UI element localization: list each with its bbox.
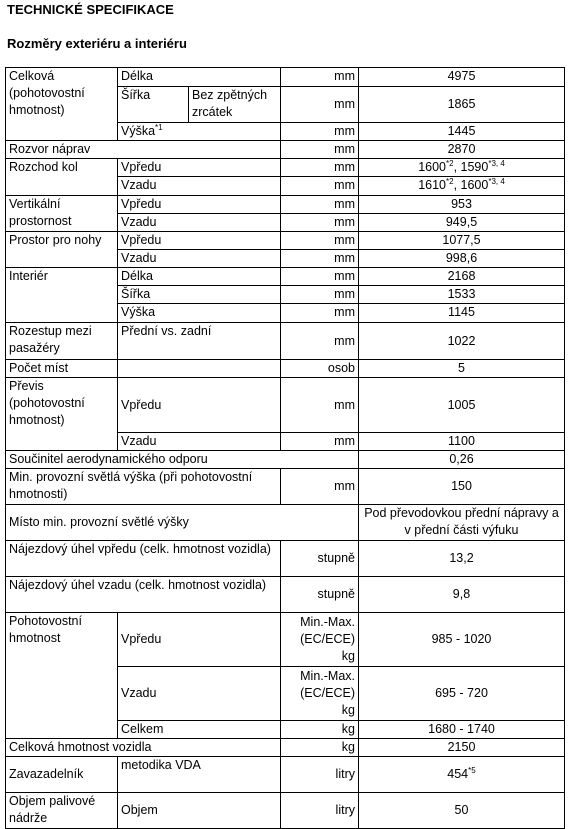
table-row [6, 68, 565, 87]
table-row [6, 451, 565, 469]
row-unit: mm [281, 68, 359, 87]
row-unit: osob [281, 360, 359, 378]
row-sublabel: Vzadu [118, 433, 281, 451]
row-value: 1865 [359, 87, 565, 123]
row-sublabel: Délka [118, 68, 281, 87]
row-label: Objem palivové nádrže [6, 793, 118, 829]
row-sublabel: Výška [118, 304, 281, 323]
row-sublabel: Objem [118, 793, 281, 829]
row-sublabel: Celkem [118, 721, 281, 739]
row-label: Místo min. provozní světlé výšky [6, 505, 359, 541]
row-unit: kg [281, 739, 359, 757]
row-unit: mm [281, 232, 359, 250]
table-row [6, 613, 565, 667]
row-value: 1005 [359, 378, 565, 433]
row-value: 1600$^{*2}$, 1590$^{*3, 4}$ [359, 159, 565, 177]
row-value: 1533 [359, 286, 565, 304]
row-value: 9,8 [359, 577, 565, 613]
row-value: 454$^{*5}$ [359, 757, 565, 793]
row-value: 1680 - 1740 [359, 721, 565, 739]
document-title: TECHNICKÉ SPECIFIKACE [7, 2, 174, 17]
row-unit: mm [281, 433, 359, 451]
table-row [6, 268, 565, 286]
row-label: Pohotovostní hmotnost [6, 613, 118, 739]
row-sublabel: Přední vs. zadní [118, 323, 281, 360]
row-value: 1022 [359, 323, 565, 360]
row-unit: mm [281, 469, 359, 505]
row-label: Součinitel aerodynamického odporu [6, 451, 359, 469]
table-row [6, 793, 565, 829]
row-sublabel [118, 360, 281, 378]
row-unit: mm [281, 250, 359, 268]
row-sublabel: Šířka [118, 87, 189, 123]
footnote-ref: *1 [155, 122, 163, 132]
row-value: 13,2 [359, 541, 565, 577]
row-label: Vertikální prostornost [6, 196, 118, 232]
row-value: 5 [359, 360, 565, 378]
row-sublabel: Vpředu [118, 232, 281, 250]
row-unit: Min.-Max. (EC/ECE) kg [281, 667, 359, 721]
row-unit: stupně [281, 577, 359, 613]
row-value: 2168 [359, 268, 565, 286]
row-value: 2870 [359, 141, 565, 159]
table-row [6, 141, 565, 159]
row-sublabel: Výška$^{*1}$ [118, 123, 281, 141]
table-row [6, 196, 565, 214]
row-unit: mm [281, 304, 359, 323]
row-sublabel: Vpředu [118, 159, 281, 177]
row-unit: stupně [281, 541, 359, 577]
row-unit: mm [281, 177, 359, 196]
section-subtitle: Rozměry exteriéru a interiéru [7, 36, 187, 51]
row-value: 695 - 720 [359, 667, 565, 721]
spec-table [5, 67, 565, 829]
row-value: 1145 [359, 304, 565, 323]
row-unit: kg [281, 721, 359, 739]
row-label: Převis (pohotovostní hmotnost) [6, 378, 118, 451]
row-value: 1445 [359, 123, 565, 141]
row-label: Interiér [6, 268, 118, 323]
table-row [6, 505, 565, 541]
row-value: 4975 [359, 68, 565, 87]
row-label: Rozvor náprav [6, 141, 281, 159]
row-unit: mm [281, 268, 359, 286]
row-unit: mm [281, 87, 359, 123]
table-row [6, 323, 565, 360]
row-note: Bez zpětných zrcátek [189, 87, 281, 123]
row-label: Min. provozní světlá výška (při pohotovostní hmotnosti) [6, 469, 281, 505]
row-value: 998,6 [359, 250, 565, 268]
row-unit: mm [281, 214, 359, 232]
row-value: 2150 [359, 739, 565, 757]
row-sublabel: Délka [118, 268, 281, 286]
table-row [6, 232, 565, 250]
row-unit: mm [281, 141, 359, 159]
row-sublabel: Šířka [118, 286, 281, 304]
row-value: 949,5 [359, 214, 565, 232]
row-sublabel: metodika VDA [118, 757, 281, 793]
row-label: Prostor pro nohy [6, 232, 118, 268]
row-label: Počet míst [6, 360, 118, 378]
row-label: Celková (pohotovostní hmotnost) [6, 68, 118, 141]
row-value: 1100 [359, 433, 565, 451]
row-value: 953 [359, 196, 565, 214]
row-unit: mm [281, 378, 359, 433]
row-unit: litry [281, 793, 359, 829]
row-unit: Min.-Max. (EC/ECE) kg [281, 613, 359, 667]
row-label: Rozestup mezi pasažéry [6, 323, 118, 360]
table-row [6, 757, 565, 793]
table-row [6, 378, 565, 433]
footnote-ref: *5 [468, 765, 476, 775]
table-row [6, 541, 565, 577]
row-label: Zavazadelník [6, 757, 118, 793]
row-sublabel: Vpředu [118, 378, 281, 433]
row-sublabel: Vpředu [118, 613, 281, 667]
row-sublabel: Vzadu [118, 667, 281, 721]
row-value: 0,26 [359, 451, 565, 469]
row-sublabel: Vzadu [118, 214, 281, 232]
row-sublabel: Vzadu [118, 250, 281, 268]
row-unit: mm [281, 323, 359, 360]
row-sublabel: Vzadu [118, 177, 281, 196]
row-label: Nájezdový úhel vzadu (celk. hmotnost vozidla) [6, 577, 281, 613]
row-value: 50 [359, 793, 565, 829]
row-sublabel: Vpředu [118, 196, 281, 214]
row-value: 985 - 1020 [359, 613, 565, 667]
table-row [6, 360, 565, 378]
row-value: 1077,5 [359, 232, 565, 250]
row-unit: mm [281, 123, 359, 141]
table-row [6, 739, 565, 757]
table-row [6, 469, 565, 505]
table-row [6, 159, 565, 177]
row-label: Nájezdový úhel vpředu (celk. hmotnost vozidla) [6, 541, 281, 577]
row-unit: mm [281, 286, 359, 304]
row-value: 1610$^{*2}$, 1600$^{*3, 4}$ [359, 177, 565, 196]
row-label: Rozchod kol [6, 159, 118, 196]
row-value: Pod převodovkou přední nápravy a v přední části výfuku [359, 505, 565, 541]
table-row [6, 577, 565, 613]
row-unit: mm [281, 159, 359, 177]
row-label: Celková hmotnost vozidla [6, 739, 281, 757]
row-unit: mm [281, 196, 359, 214]
row-unit: litry [281, 757, 359, 793]
row-value: 150 [359, 469, 565, 505]
